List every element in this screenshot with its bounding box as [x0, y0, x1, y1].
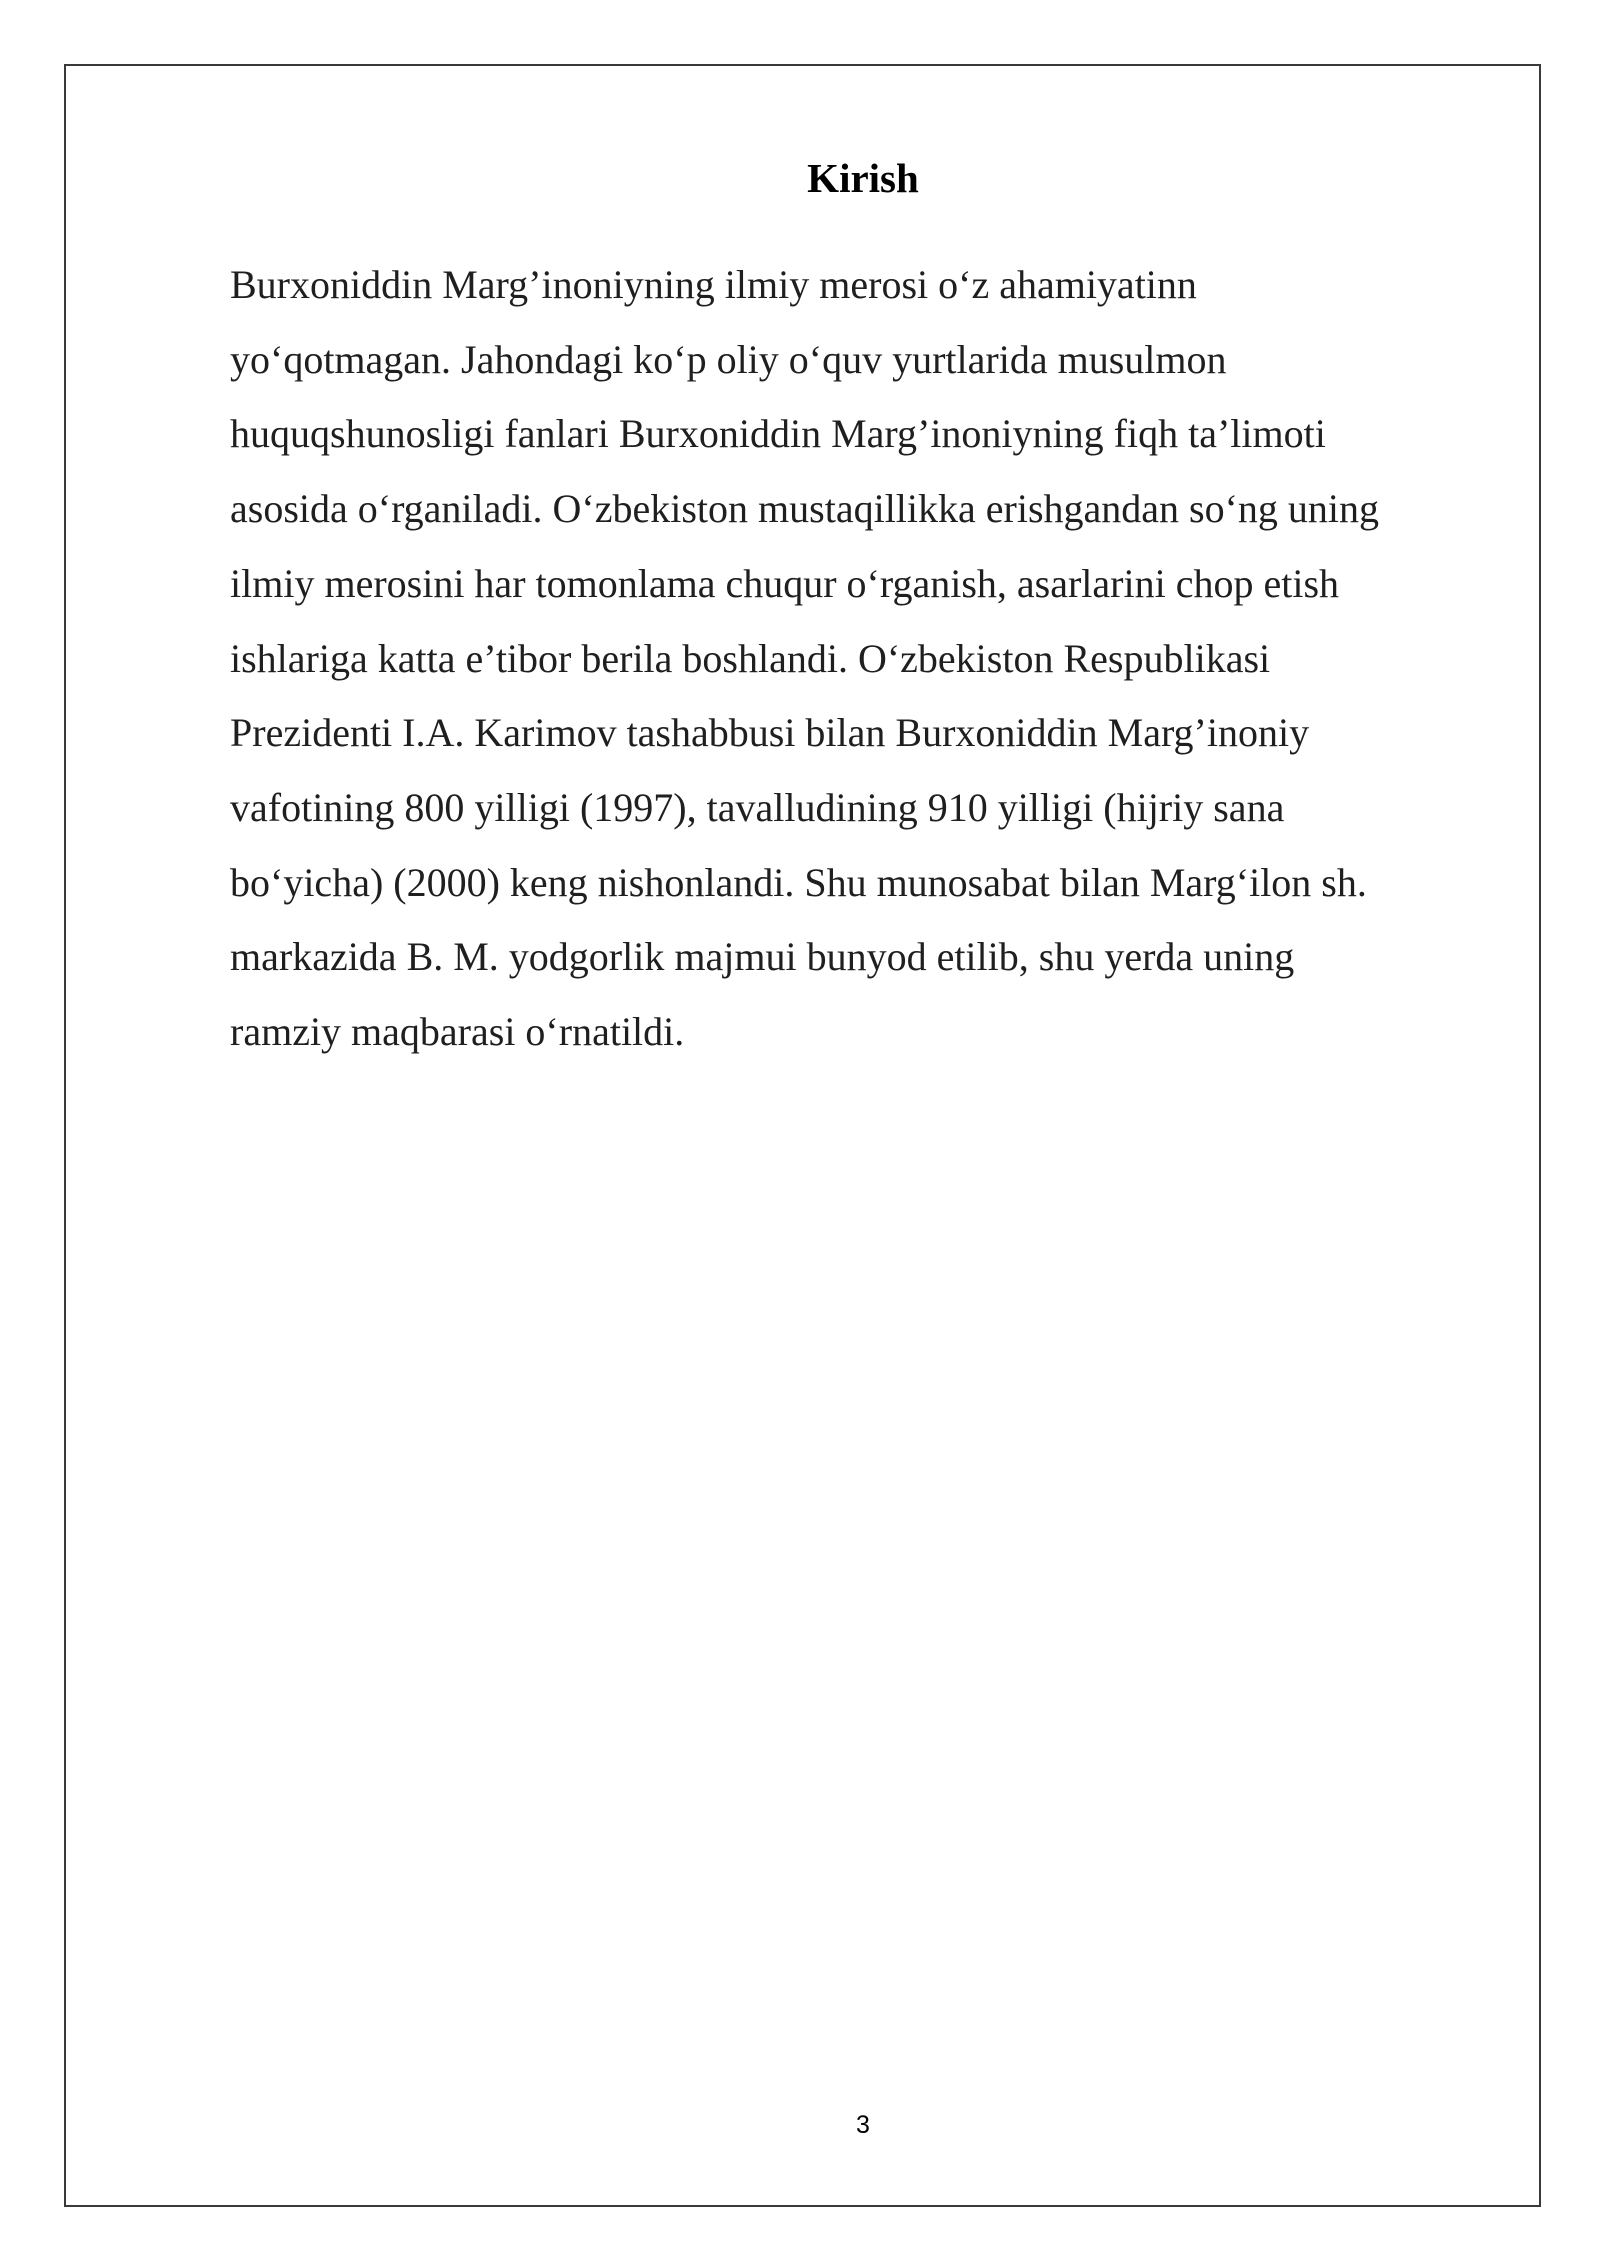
paragraph-line: markazida B. M. yodgorlik majmui bunyod etilib, shu yerda uning: [230, 934, 1295, 980]
paragraph-line: Burxoniddin Marg’inoniyning ilmiy merosi o‘z ahamiyatinn: [230, 262, 1197, 307]
paragraph-line: Prezidenti I.A. Karimov tashabbusi bilan Burxoniddin Marg’inoniy: [230, 710, 1310, 756]
paragraph-line: asosida o‘rganiladi. O‘zbekiston mustaqillikka erishgandan so‘ng uning: [230, 486, 1380, 532]
body-paragraph: [230, 248, 1530, 1070]
paragraph-line: bo‘yicha) (2000) keng nishonlandi. Shu munosabat bilan Marg‘ilon sh.: [230, 859, 1367, 905]
paragraph-line: yo‘qotmagan. Jahondagi ko‘p oliy o‘quv yurtlarida musulmon: [230, 336, 1227, 382]
paragraph-line: huquqshunosligi fanlari Burxoniddin Marg’inoniyning fiqh ta’limoti: [230, 411, 1326, 457]
paragraph-line: vafotining 800 yilligi (1997), tavalludining 910 yilligi (hijriy sana: [230, 784, 1285, 830]
page-title: Kirish: [807, 155, 919, 201]
page-number: 3: [856, 2111, 870, 2139]
paragraph-line: ramziy maqbarasi o‘rnatildi.: [230, 1009, 685, 1055]
paragraph-line: ishlariga katta e’tibor berila boshlandi. O‘zbekiston Respublikasi: [230, 635, 1271, 681]
paragraph-line: ilmiy merosini har tomonlama chuqur o‘rganish, asarlarini chop etish: [230, 560, 1340, 606]
